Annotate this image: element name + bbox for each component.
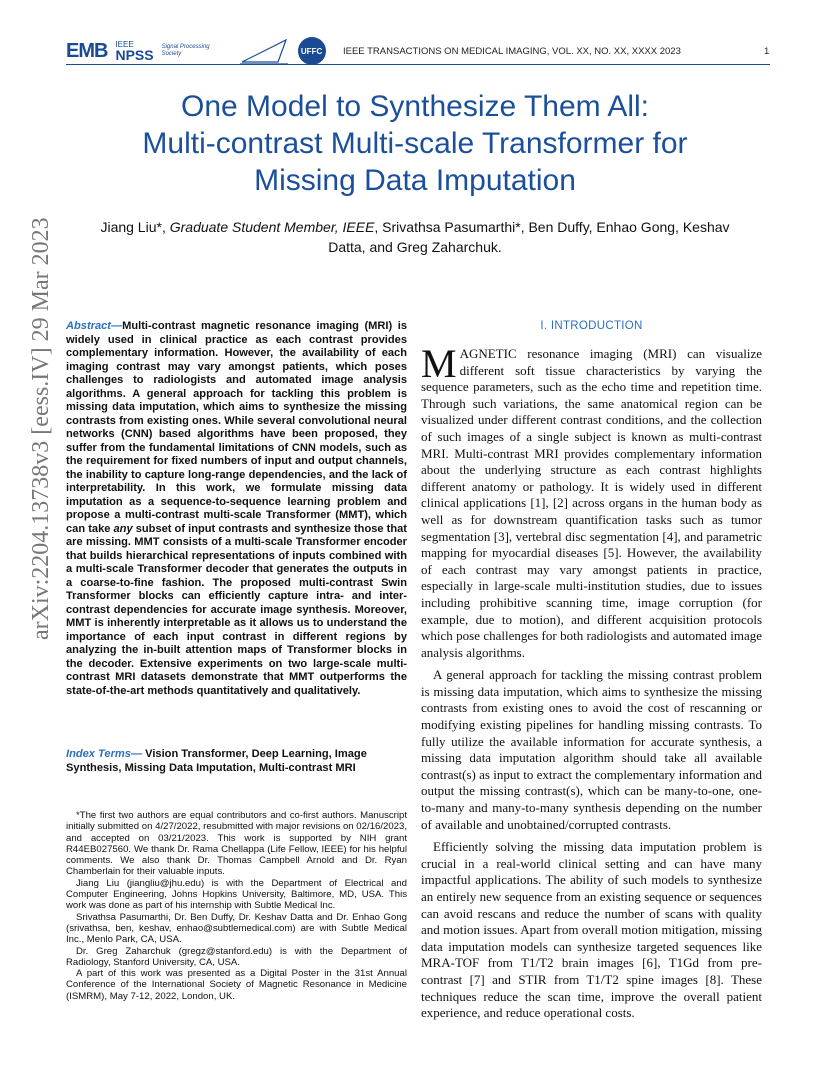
title-line-2: Multi-contrast Multi-scale Transformer for bbox=[142, 127, 688, 160]
introduction-body bbox=[421, 341, 762, 1028]
journal-logos bbox=[66, 34, 326, 68]
section-heading: I. INTRODUCTION bbox=[540, 320, 643, 332]
drop-cap: M bbox=[421, 341, 457, 386]
abstract-text-1: Multi-contrast magnetic resonance imaging (MRI) is widely used in clinical practice as each contrast provides complementary information. However, the availability of each imaging contrast may vary amongst patients, which poses challenges to radiologists and automated image analysis algorithms. A general approach for tackling this problem is missing data imputation, which aims to synthesize the missing contrasts from existing ones. While several convolutional neural networks (CNN) based algorithms have been proposed, they suffer from the fundamental limitations of CNN models, such as the requirement for fixed numbers of input and output channels, the inability to capture long-range dependencies, and the lack of interpretability. In this work, we formulate missing data imputation as a sequence-to-sequence learning problem and propose a multi-contrast multi-scale Transformer (MMT), which can take bbox=[66, 320, 407, 535]
other-authors: , Srivathsa Pasumarthi*, Ben Duffy, Enhao Gong, Keshav Datta, and Greg Zaharchuk. bbox=[328, 219, 730, 255]
footnote: A part of this work was presented as a Digital Poster in the 31st Annual Conference of the International Society of Magnetic Resonance in Medicine (ISMRM), May 7-12, 2022, London, UK. bbox=[66, 968, 407, 1002]
index-terms-label: Index Terms— bbox=[66, 748, 143, 760]
abstract-emphasis: any bbox=[113, 522, 133, 535]
abstract bbox=[66, 320, 407, 698]
sps-logo: Signal Processing Society bbox=[161, 44, 210, 57]
footnote: *The first two authors are equal contributors and co-first authors. Manuscript initially submitted on 4/27/2022, resubmitted with major revisions on 02/16/2023, and accepted on 03/21/2023. This work is supported by NIH grant R44EB027560. We thank Dr. Rama Chellappa (Life Fellow, IEEE) for his helpful comments. We also thank Dr. Thomas Campbell Arnold and Dr. Ryan Chamberlain for their valuable inputs. bbox=[66, 810, 407, 878]
index-terms bbox=[66, 748, 407, 775]
footnote: Srivathsa Pasumarthi, Dr. Ben Duffy, Dr. Keshav Datta and Dr. Enhao Gong (srivathsa, ben, keshav, enhao@subtlemedical.com) are with Subtle Medical Inc., Menlo Park, CA, USA. bbox=[66, 911, 407, 946]
title-line-1: One Model to Synthesize Them All: bbox=[180, 90, 650, 123]
index-terms-text: Vision Transformer, Deep Learning, Image Synthesis, Missing Data Imputation, Multi-contrast MRI bbox=[66, 748, 367, 774]
journal-header: IEEE TRANSACTIONS ON MEDICAL IMAGING, VOL. XX, NO. XX, XXXX 2023 bbox=[343, 46, 681, 57]
paragraph bbox=[421, 341, 762, 661]
paragraph-text: AGNETIC resonance imaging (MRI) can visualize different soft tissue characteristics by varying the sequence parameters, such as the echo time and repetition time. Through such variations, the same anatomical region can be visualized under different contrast conditions, and the collection of such images of a single subject is known as multi-contrast MRI. Multi-contrast MRI provides complementary information about the underlying structure as each contrast highlights different anatomy or pathology. It is widely used in different clinical applications [1], [2] across organs in the human body as well as for downstream quantification tasks such as tumor segmentation [3], vertebral disc segmentation [4], and parametric mapping for myocardial diseases [5]. However, the availability of each contrast may vary amongst patients in practice, especially in large-scale multi-institution studies, due to issues including prohibitive scanning time, image corruption (for example, due to motion), and different acquisition protocols which pose challenges for both radiologists and automated image analysis algorithms. bbox=[421, 346, 762, 660]
author-list bbox=[80, 217, 750, 257]
paper-title bbox=[80, 88, 750, 199]
emb-logo: EMB bbox=[66, 39, 108, 62]
abstract-label: Abstract— bbox=[66, 320, 123, 332]
footnote: Jiang Liu (jiangliu@jhu.edu) is with the Department of Electrical and Computer Engineering, Johns Hopkins University, Baltimore, MD, USA. This work was done as part of his internship with Subtle Medical Inc. bbox=[66, 877, 407, 912]
page-number: 1 bbox=[764, 46, 770, 57]
uffc-logo: UFFC bbox=[298, 37, 326, 65]
abstract-text-2: subset of input contrasts and synthesize those that are missing. MMT consists of a multi-scale Transformer encoder that builds hierarchical representations of inputs combined with a multi-scale Transformer decoder that generates the outputs in a coarse-to-fine fashion. The proposed multi-contrast Swin Transformer blocks can efficiently capture intra- and inter-contrast dependencies for accurate image synthesis. Moreover, MMT is inherently interpretable as it allows us to understand the importance of each input contrast in different regions by analyzing the in-built attention maps of Transformer blocks in the decoder. Extensive experiments on two large-scale multi-contrast MRI datasets demonstrate that MMT outperforms the state-of-the-art methods quantitatively and qualitatively. bbox=[66, 522, 407, 697]
paragraph: Efficiently solving the missing data imputation problem is crucial in a real-world clinical setting and can have many impactful applications. The ability of such models to synthesize an entirely new sequence from an existing sequence or sequences can avoid rescans and reduce the number of scans with quality and motion issues. Apart from overall motion mitigation, missing data imputation models can synthesize targeted sequences like MRA-TOF from T1/T2 brain images [6], T1Gd from pre-contrast [7] and STIR from T1/T2 spine images [8]. These techniques reduce the scan time, improve the overall patient experience, and reduce operational costs. bbox=[421, 839, 762, 1021]
title-line-3: Missing Data Imputation bbox=[254, 164, 576, 197]
author-1-membership: Graduate Student Member, IEEE bbox=[169, 219, 375, 235]
npss-logo-top: IEEE bbox=[115, 40, 134, 49]
arxiv-identifier: arXiv:2204.13738v3 [eess.IV] 29 Mar 2023 bbox=[28, 217, 54, 640]
npss-logo bbox=[115, 40, 153, 62]
header-divider bbox=[66, 64, 770, 65]
footnote: Dr. Greg Zaharchuk (gregz@stanford.edu) is with the Department of Radiology, Stanford University, CA, USA. bbox=[66, 945, 407, 968]
author-1: Jiang Liu*, bbox=[100, 219, 170, 235]
paragraph: A general approach for tackling the missing contrast problem is missing data imputation, which aims to synthesize the missing contrasts from existing ones to avoid the cost of rescanning or modifying existing pipelines for handling missing contrasts. To fully utilize the available information for accurate synthesis, a missing data imputation algorithm should take all available contrast(s) as input to extract the complementary information and output the missing contrast(s), which can be many-to-one, one-to-many and many-to-many synthesis depending on the number of available and unobtained/corrupted contrasts. bbox=[421, 667, 762, 832]
sailboat-icon bbox=[238, 36, 290, 66]
npss-logo-text: NPSS bbox=[115, 47, 154, 63]
footnotes bbox=[66, 810, 407, 1002]
